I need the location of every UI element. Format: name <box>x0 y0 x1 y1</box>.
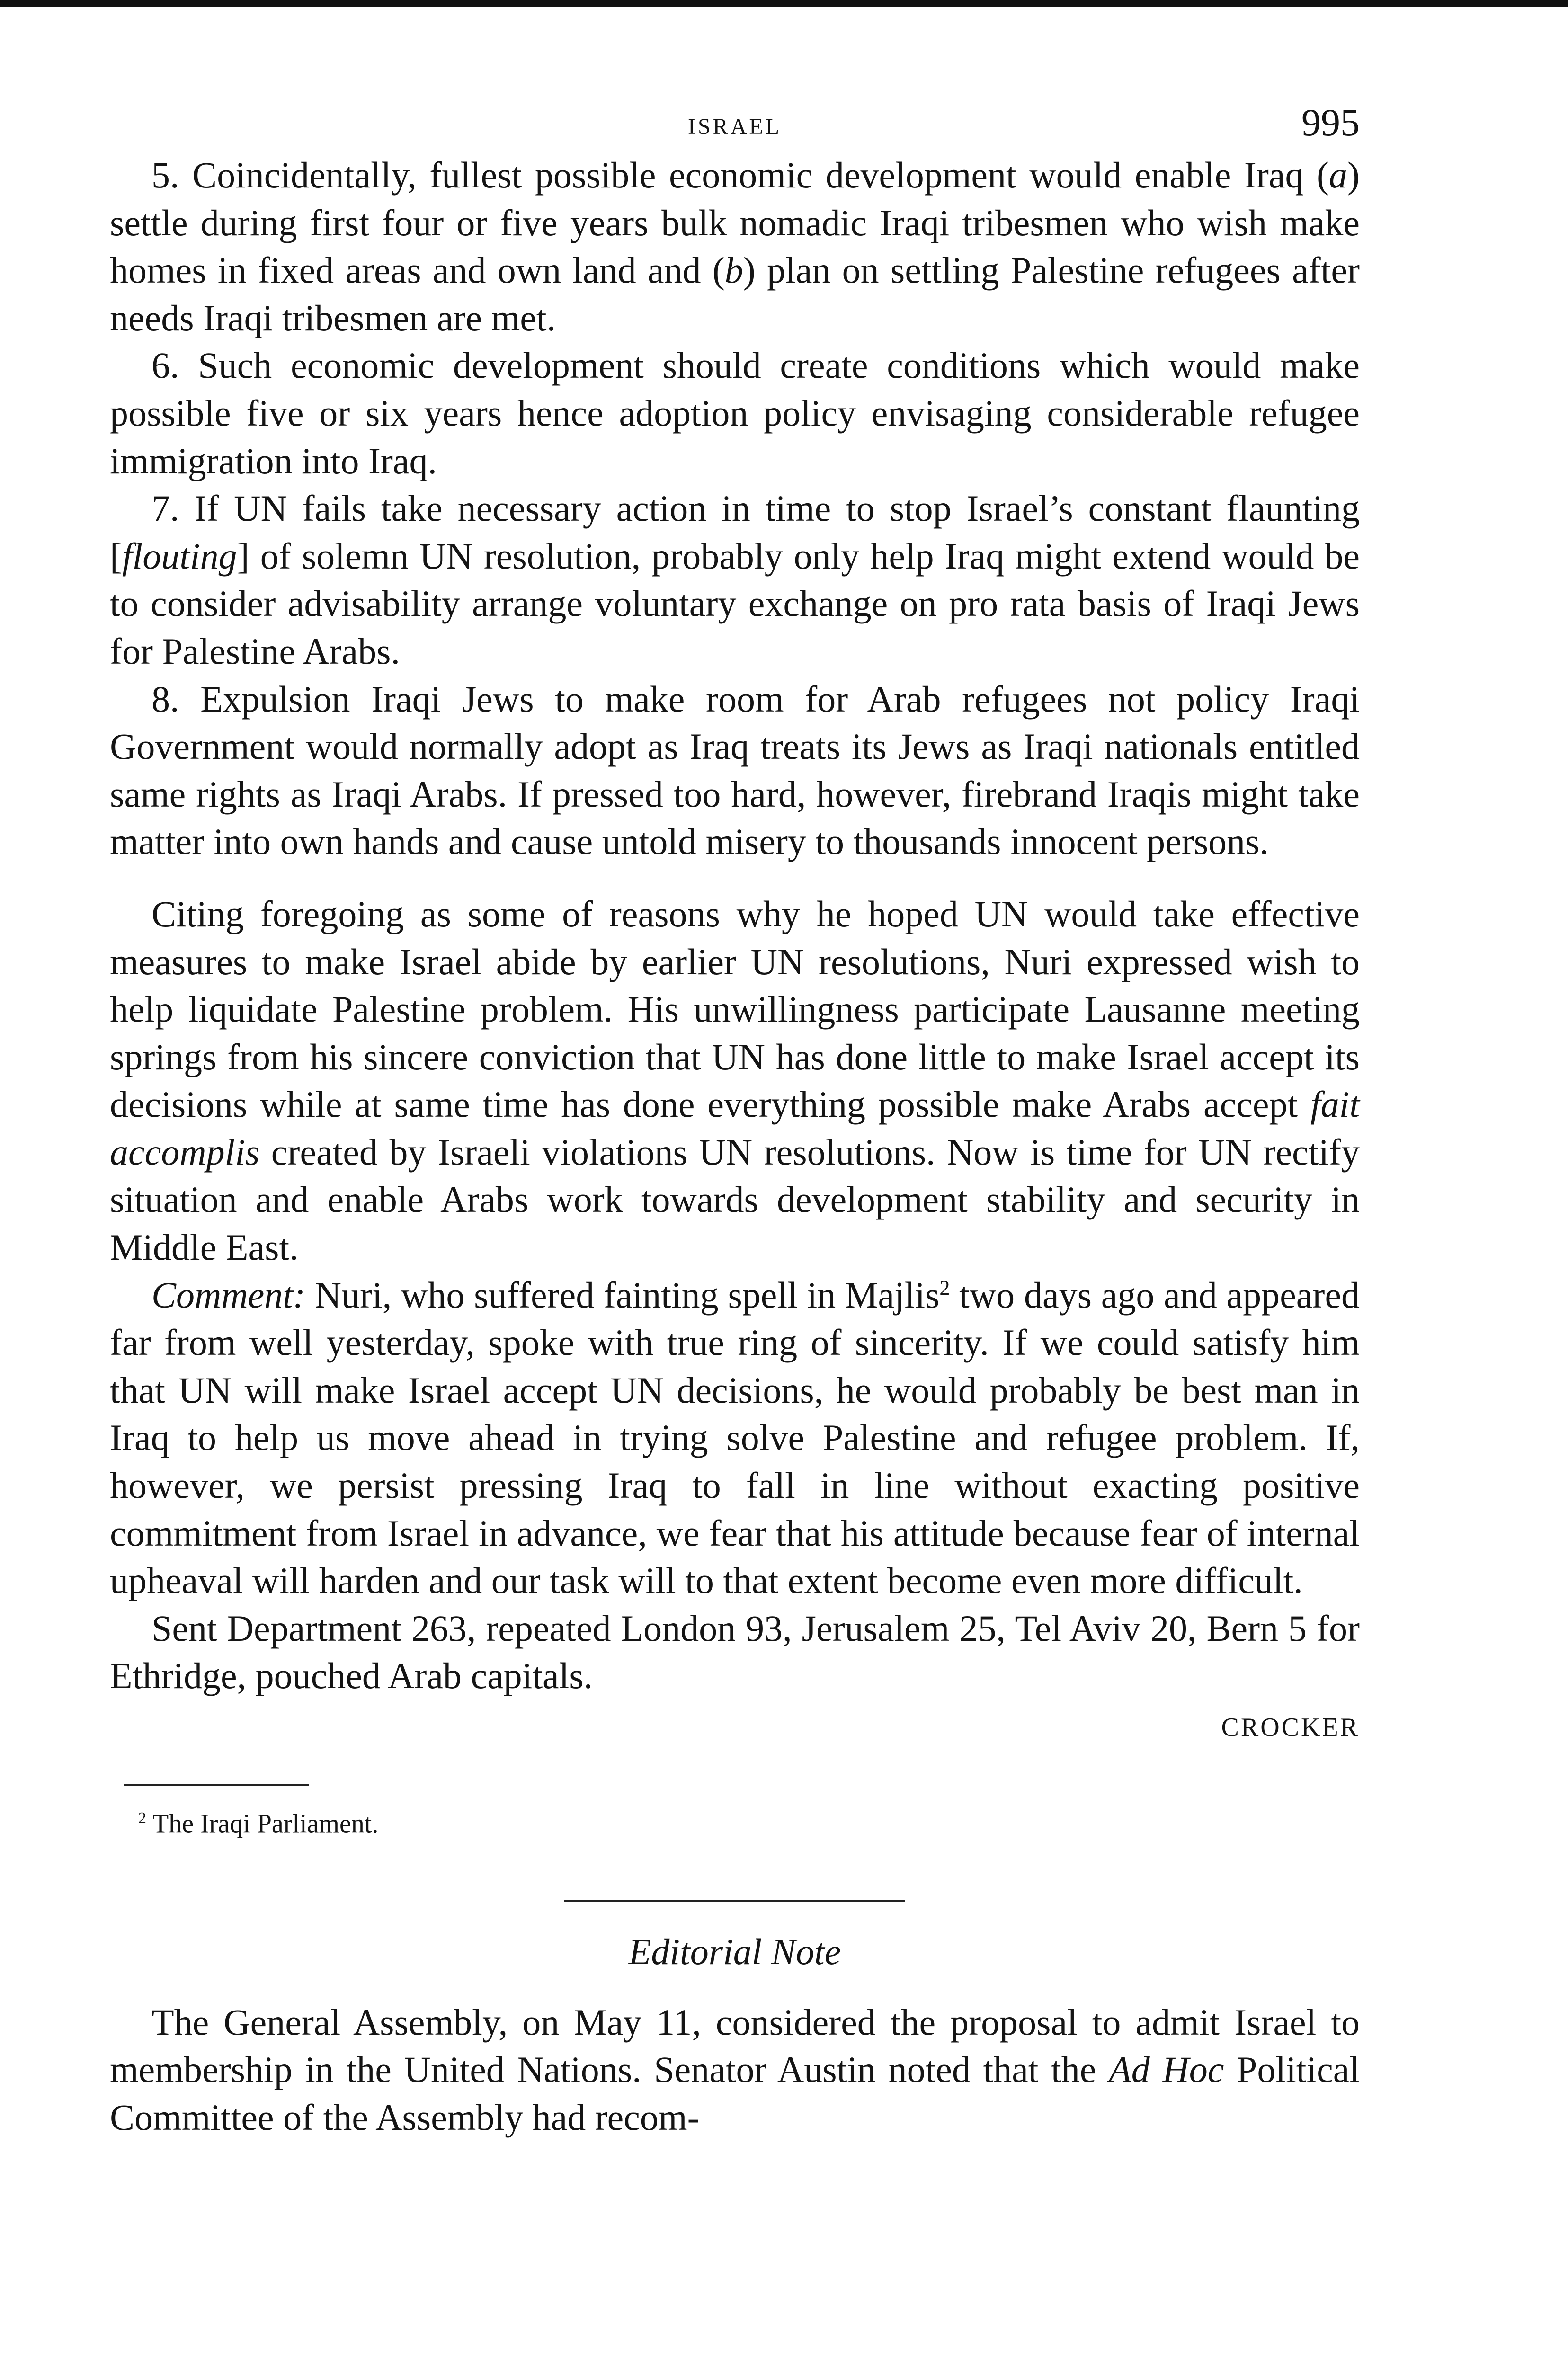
document-page <box>110 95 1360 2141</box>
footnote-reference: 2 <box>939 1276 950 1299</box>
editorial-text-a: The General Assembly, on May 11, considered the proposal to admit Israel to membership in the United Nations. Senator Austin noted that the <box>110 2001 1360 2091</box>
para-7-text-a: 7. If UN fails take necessary action in time to stop Israel’s constant flaunting [ <box>110 488 1360 577</box>
citing-text-a: Citing foregoing as some of reasons why he hoped UN would take effective measures to make Israel abide by earlier UN resolutions, Nuri expressed wish to help liquidate Palestine problem. His unwillingness participate Lausanne meeting springs from his sincere conviction that UN has done little to make Israel accept its decisions while at same time has done everything possible make Arabs accept <box>110 893 1360 1125</box>
numbered-paragraph-7 <box>110 485 1360 675</box>
signature: CROCKER <box>1221 1713 1360 1742</box>
editorial-italic: Ad Hoc <box>1109 2049 1224 2091</box>
sent-text: Sent Department 263, repeated London 93, Jerusalem 25, Tel Aviv 20, Bern 5 for Ethridge, pouched Arab capitals. <box>110 1607 1360 1697</box>
para-8-text: 8. Expulsion Iraqi Jews to make room for Arab refugees not policy Iraqi Government would normally adopt as Iraq treats its Jews as Iraqi nationals entitled same rights as Iraqi Arabs. If pressed too hard, however, firebrand Iraqis might take matter into own hands and cause untold misery to thousands innocent persons. <box>110 678 1360 863</box>
editorial-text-b: Political Committee of the Assembly had recom- <box>110 2049 1360 2138</box>
citing-text-b: created by Israeli violations UN resolutions. Now is time for UN rectify situation and enable Arabs work towards development stability and security in Middle East. <box>110 1131 1360 1268</box>
para-7-text-b: ] of solemn UN resolution, probably only help Iraq might extend would be to consider advisability arrange voluntary exchange on pro rata basis of Iraqi Jews for Palestine Arabs. <box>110 535 1360 672</box>
para-5-text-c: ) plan on settling Palestine refugees after needs Iraqi tribesmen are met. <box>110 249 1360 338</box>
section-divider <box>564 1900 905 1902</box>
para-5-italic-b: b <box>724 249 743 291</box>
comment-text-b: two days ago and appeared far from well yesterday, spoke with true ring of sincerity. If we could satisfy him that UN will make Israel accept UN decisions, he would probably be best man in Iraq to help us move ahead in trying solve Palestine and refugee problem. If, however, we persist pressing Iraq to fall in line without exacting positive commitment from Israel in advance, we fear that his attitude because fear of internal upheaval will harden and our task will to that extent become even more difficult. <box>110 1274 1360 1602</box>
sent-paragraph <box>110 1605 1360 1700</box>
footnote-marker: 2 <box>138 1809 146 1827</box>
para-7-italic: flouting <box>122 535 237 577</box>
para-6-text: 6. Such economic development should create conditions which would make possible five or six years hence adoption policy envisaging considerable refugee immigration into Iraq. <box>110 345 1360 481</box>
footnote-rule <box>124 1784 309 1786</box>
para-5-text-a: 5. Coincidentally, fullest possible economic development would enable Iraq ( <box>151 154 1329 196</box>
comment-text-a: Nuri, who suffered fainting spell in Majlis <box>305 1274 940 1316</box>
page-number: 995 <box>1301 101 1360 144</box>
editorial-heading: Editorial Note <box>628 1931 841 1972</box>
numbered-paragraph-5 <box>110 151 1360 342</box>
citing-paragraph <box>110 890 1360 1272</box>
running-title: ISRAEL <box>688 114 782 139</box>
footnote <box>138 1799 1360 1843</box>
para-5-italic-a: a <box>1329 154 1348 196</box>
comment-label: Comment: <box>151 1274 305 1316</box>
citing-italic: fait accomplis <box>110 1084 1360 1173</box>
comment-paragraph <box>110 1272 1360 1605</box>
para-5-text-b: ) settle during first four or five years bulk nomadic Iraqi tribesmen who wish make homes in fixed areas and own land and ( <box>110 154 1360 291</box>
numbered-paragraph-8 <box>110 676 1360 866</box>
editorial-paragraph <box>110 1999 1360 2142</box>
running-head <box>110 95 1360 151</box>
top-edge-rule <box>0 0 1568 7</box>
numbered-paragraph-6 <box>110 342 1360 485</box>
footnote-text: The Iraqi Parliament. <box>152 1809 379 1839</box>
